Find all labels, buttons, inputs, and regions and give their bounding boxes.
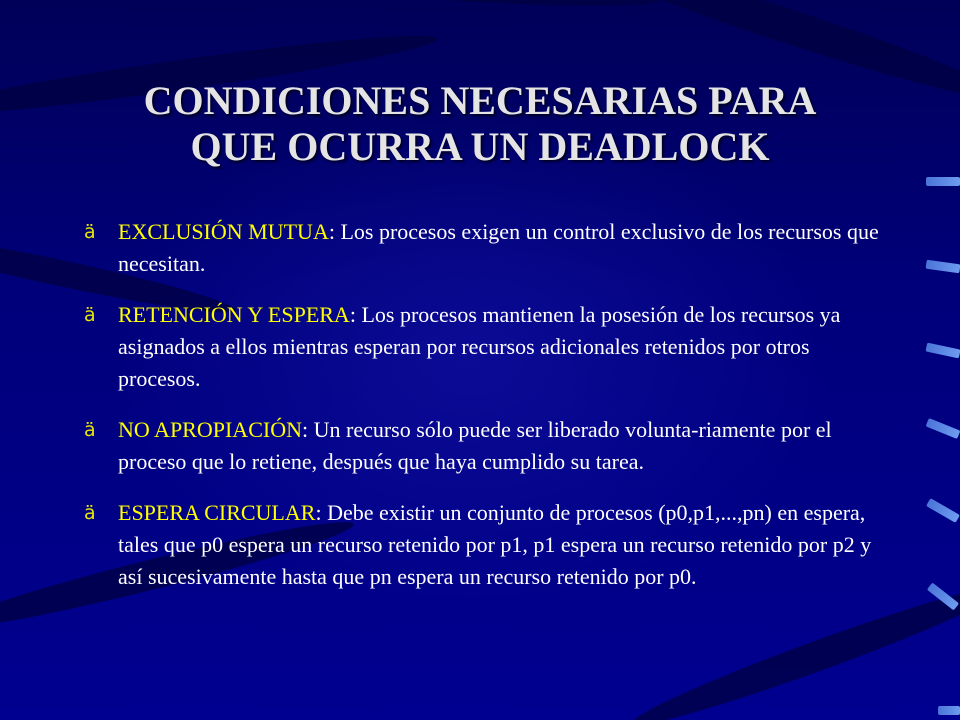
condition-term: ESPERA CIRCULAR	[118, 500, 316, 525]
title-line-1: CONDICIONES NECESARIAS PARA	[143, 78, 817, 123]
condition-term: NO APROPIACIÓN	[118, 417, 302, 442]
condition-circular-wait	[84, 497, 884, 593]
bullet-marker-icon: ä	[84, 221, 96, 243]
condition-separator: :	[328, 219, 335, 244]
edge-mark	[926, 177, 960, 186]
condition-mutual-exclusion	[84, 216, 884, 280]
background-streak	[300, 0, 661, 11]
condition-term: RETENCIÓN Y ESPERA	[118, 302, 350, 327]
condition-separator: :	[301, 417, 309, 442]
condition-separator: :	[349, 302, 356, 327]
condition-no-preemption	[84, 414, 884, 478]
conditions-list	[84, 216, 884, 612]
bullet-marker-icon: ä	[84, 502, 96, 524]
bullet-marker-icon: ä	[84, 304, 96, 326]
bullet-marker-icon: ä	[84, 419, 96, 441]
condition-description: Un recurso sólo puede ser liberado volunta-riamente por el proceso que lo retiene, después que haya cumplido su tarea.	[118, 417, 832, 474]
edge-mark	[938, 706, 960, 715]
edge-mark	[926, 260, 960, 274]
condition-description: Los procesos mantienen la posesión de los recursos ya asignados a ellos mientras esperan por recursos adicionales retenidos por otros procesos.	[118, 302, 841, 391]
edge-mark	[926, 498, 960, 523]
edge-mark	[926, 418, 960, 439]
condition-term: EXCLUSIÓN MUTUA	[118, 219, 329, 244]
condition-hold-and-wait	[84, 299, 884, 395]
edge-mark	[925, 343, 960, 359]
condition-description: Debe existir un conjunto de procesos (p0,p1,...,pn) en espera, tales que p0 espera un recurso retenido por p1, p1 espera un recurso retenido por p2 y así sucesivamente hasta que pn espera un recurso retenido por p0.	[118, 500, 872, 589]
condition-separator: :	[315, 500, 322, 525]
condition-description: Los procesos exigen un control exclusivo de los recursos que necesitan.	[118, 219, 879, 276]
slide-title	[80, 78, 880, 170]
title-line-2: QUE OCURRA UN DEADLOCK	[190, 124, 770, 169]
